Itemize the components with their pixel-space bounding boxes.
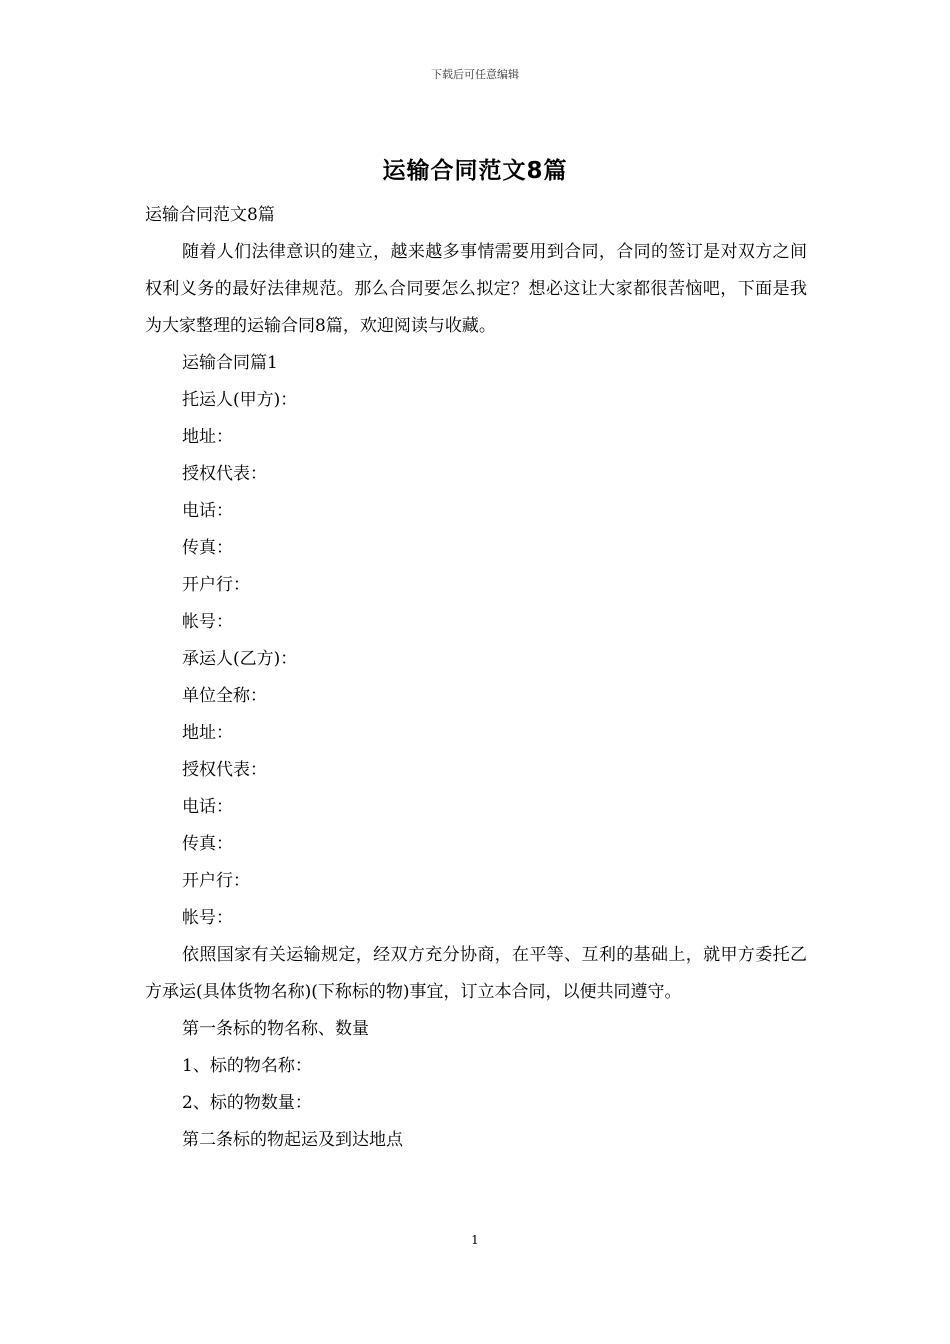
intro-paragraph: 随着人们法律意识的建立，越来越多事情需要用到合同，合同的签订是对双方之间权利义务的最好法律规范。那么合同要怎么拟定？想必这让大家都很苦恼吧，下面是我为大家整理的运输合同8篇，欢迎阅读与收藏。	[145, 242, 807, 336]
article-2-heading: 第二条标的物起运及到达地点	[182, 1130, 403, 1150]
document-body	[145, 197, 807, 1159]
article-1-heading: 第一条标的物名称、数量	[182, 1019, 369, 1039]
page-number: 1	[471, 1233, 479, 1247]
party-a-representative: 授权代表：	[182, 464, 267, 484]
party-b-bank: 开户行：	[182, 871, 250, 891]
page-header: 下载后可任意编辑	[431, 68, 519, 81]
party-b-account: 帐号：	[182, 908, 233, 928]
party-b-carrier: 承运人(乙方)：	[182, 649, 298, 669]
section-heading-contract-1: 运输合同篇1	[182, 353, 278, 373]
agreement-preamble: 依照国家有关运输规定，经双方充分协商，在平等、互利的基础上，就甲方委托乙方承运(具体货物名称)(下称标的物)事宜，订立本合同，以便共同遵守。	[145, 945, 807, 1002]
article-1-item-2: 2、标的物数量：	[182, 1093, 312, 1113]
party-b-address: 地址：	[182, 723, 233, 743]
party-b-representative: 授权代表：	[182, 760, 267, 780]
party-b-full-name: 单位全称：	[182, 686, 267, 706]
party-a-address: 地址：	[182, 427, 233, 447]
party-a-shipper: 托运人(甲方)：	[182, 390, 298, 410]
subtitle-line: 运输合同范文8篇	[145, 205, 275, 225]
article-1-item-1: 1、标的物名称：	[182, 1056, 312, 1076]
party-b-phone: 电话：	[182, 797, 233, 817]
party-a-bank: 开户行：	[182, 575, 250, 595]
document-title: 运输合同范文8篇	[382, 158, 568, 184]
party-b-fax: 传真：	[182, 834, 233, 854]
party-a-phone: 电话：	[182, 501, 233, 521]
party-a-fax: 传真：	[182, 538, 233, 558]
party-a-account: 帐号：	[182, 612, 233, 632]
